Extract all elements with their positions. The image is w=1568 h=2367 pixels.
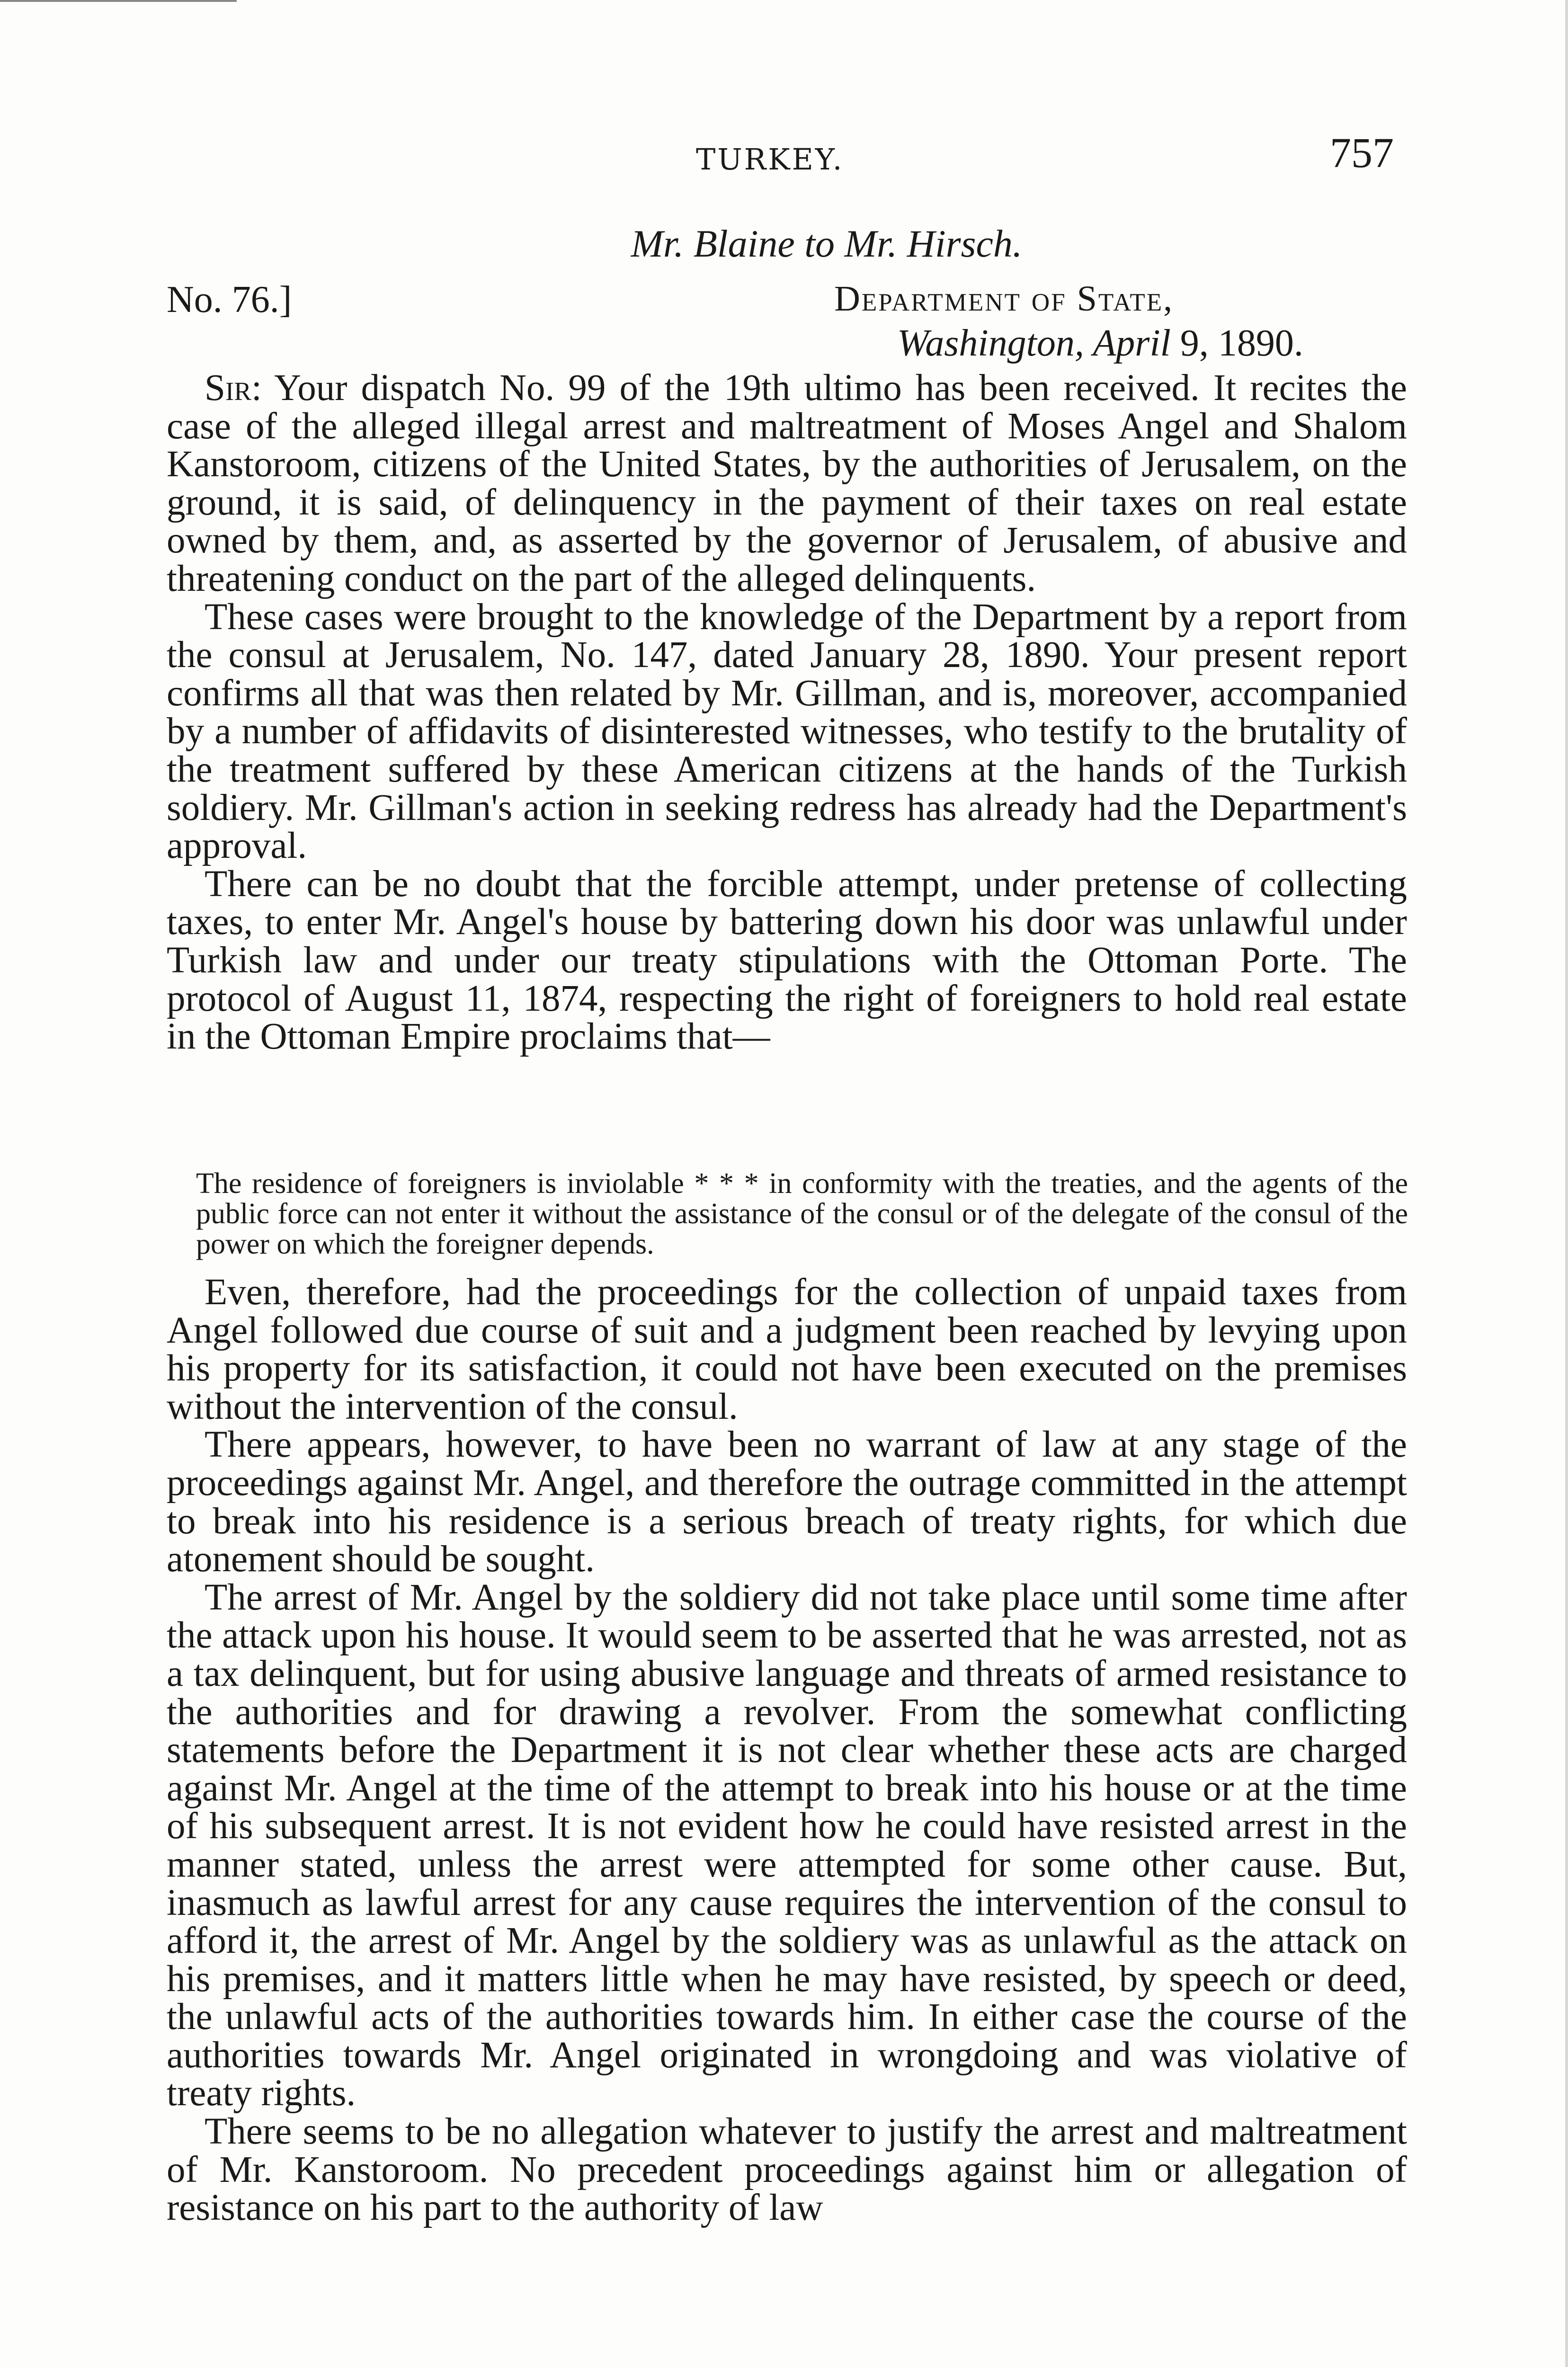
department-initial: D <box>834 279 862 319</box>
running-head <box>0 130 1568 180</box>
department-word: epartment of <box>861 279 1077 319</box>
paragraph: The arrest of Mr. Angel by the soldiery did not take place until some time after the attack upon his house. It would seem to be asserted that he was arrested, not as a tax delinquent, but for using abusive language and threats of armed resistance to the authorities and for drawing a revolver. From the somewhat conflicting statements before the Department it is not clear whether these acts are charged against Mr. Angel at the time of the attempt to break into his house or at the time of his subsequent arrest. It is not evident how he could have resisted arrest in the manner stated, unless the arrest were attempted for some other cause. But, inasmuch as lawful arrest for any cause requires the intervention of the consul to afford it, the arrest of Mr. Angel by the soldiery was as unlawful as the attack on his premises, and it matters little when he may have resisted, by speech or deed, the unlawful acts of the authorities towards him. In either case the course of the authorities towards Mr. Angel originated in wrongdoing and was violative of treaty rights. <box>167 1576 1407 2114</box>
block-quote <box>196 1168 1408 1259</box>
quote-text: The residence of foreigners is inviolable * * * in conformity with the treaties, and the agents of the public force can not enter it without the assistance of the consul or of the delegate of the consul of the power on which the foreigner depends. <box>196 1167 1408 1260</box>
state-initial: S <box>1077 279 1098 319</box>
letter-body-first <box>167 369 1407 1056</box>
paragraph: There appears, however, to have been no warrant of law at any stage of the proceedings against Mr. Angel, and therefore the outrage committed in the attempt to break into his residence is a serious breach of treaty rights, for which due atonement should be sought. <box>167 1424 1407 1580</box>
state-word: tate, <box>1098 279 1174 319</box>
salutation: Sir <box>205 367 251 409</box>
dateline-date: 9, 1890. <box>1170 322 1303 364</box>
letter-heading: Mr. Blaine to Mr. Hirsch. <box>631 222 1023 265</box>
top-edge-rule <box>0 0 237 2</box>
department-line <box>834 278 1174 320</box>
running-head-title: TURKEY. <box>696 142 844 177</box>
dispatch-number: No. 76.] <box>167 279 292 320</box>
paragraph: Even, therefore, had the proceedings for the collection of unpaid taxes from Angel followed due course of suit and a judgment been reached by levying upon his property for its satisfaction, it could not have been executed on the premises without the intervention of the consul. <box>167 1272 1407 1427</box>
dateline-place: Washington, April <box>897 322 1171 364</box>
letter-body-second <box>167 1273 1407 2227</box>
page-number: 757 <box>1330 130 1394 177</box>
dateline <box>897 322 1303 365</box>
gutter-shadow <box>1565 0 1568 2367</box>
paragraph-text: : Your dispatch No. 99 of the 19th ultimo has been received. It recites the case of the alleged illegal arrest and maltreatment of Moses Angel and Shalom Kanstoroom, citizens of the United States, by the authorities of Jerusalem, on the ground, it is said, of delinquency in the payment of their taxes on real estate owned by them, and, as asserted by the governor of Jerusalem, of abusive and threatening conduct on the part of the alleged delinquents. <box>167 367 1407 599</box>
paragraph <box>167 369 1407 598</box>
paragraph: There can be no doubt that the forcible attempt, under pretense of collecting taxes, to enter Mr. Angel's house by battering down his door was unlawful under Turkish law and under our treaty stipulations with the Ottoman Porte. The protocol of August 11, 1874, respecting the right of foreigners to hold real estate in the Ottoman Empire proclaims that— <box>167 863 1407 1058</box>
paragraph: There seems to be no allegation whatever to justify the arrest and maltreatment of Mr. Kanstoroom. No precedent proceedings against him or allegation of resistance on his part to the authority of law <box>167 2111 1407 2229</box>
paragraph: These cases were brought to the knowledge of the Department by a report from the consul at Jerusalem, No. 147, dated January 28, 1890. Your present report confirms all that was then related by Mr. Gillman, and is, moreover, accompanied by a number of affidavits of disinterested witnesses, who testify to the brutality of the treatment suffered by these American citizens at the hands of the Turkish soldiery. Mr. Gillman's action in seeking redress has already had the Department's approval. <box>167 596 1407 867</box>
